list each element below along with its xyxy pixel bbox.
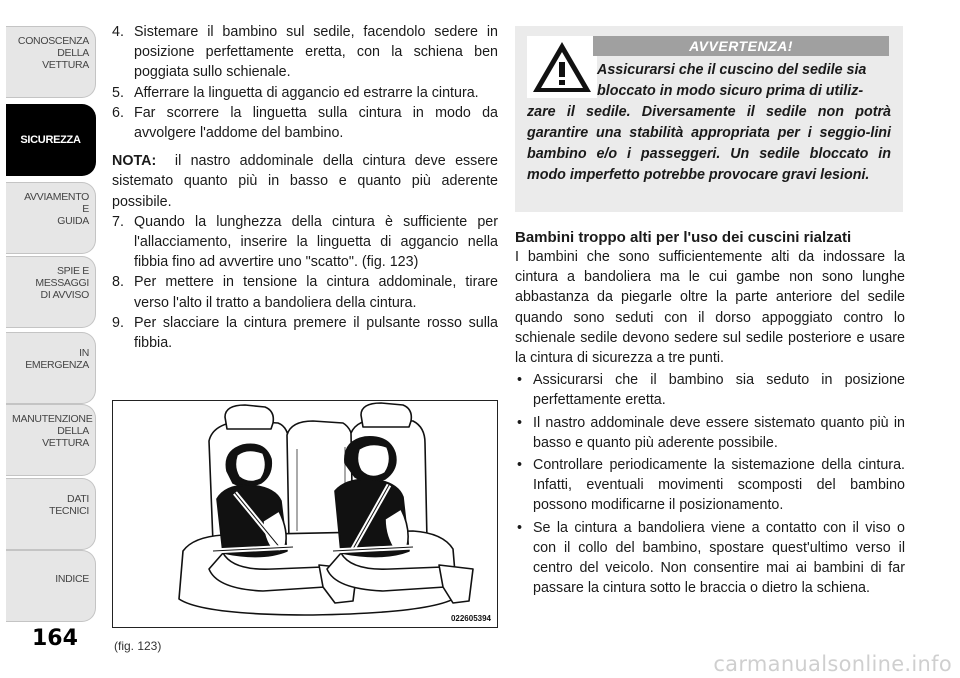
warning-text bbox=[527, 60, 891, 186]
tab-label-line: DI AVVISO bbox=[40, 289, 89, 301]
tab-spie-e-messaggi[interactable] bbox=[6, 256, 96, 328]
instruction-step bbox=[112, 212, 498, 273]
bullet-text: Il nastro addominale deve essere sistemato quanto più in basso e quanto più aderente possibile. bbox=[533, 414, 905, 451]
tab-in-emergenza[interactable] bbox=[6, 332, 96, 404]
tab-label-line: MANUTENZIONE bbox=[12, 413, 93, 425]
tab-label-line: VETTURA bbox=[42, 59, 89, 71]
bullet-marker: • bbox=[517, 519, 523, 536]
tab-label-line: DELLA bbox=[57, 425, 89, 437]
tab-manutenzione-della-vettura[interactable] bbox=[6, 404, 96, 476]
step-text: Per mettere in tensione la cintura addominale, tirare verso l'alto il tratto a bandoliera della cintura. bbox=[134, 274, 498, 311]
step-text: Quando la lunghezza della cintura è sufficiente per l'allacciamento, inserire la linguetta di aggancio nella fibbia fino ad avvertire uno "scatto". (fig. 123) bbox=[134, 213, 498, 271]
step-number: 4. bbox=[112, 24, 124, 40]
note-label: NOTA: bbox=[112, 153, 157, 170]
warning-line: zare il sedile. Diversamente il sedile non potrà garantire una stabilità appropriata per i seggio-lini bambino e/o i passeggeri. Un sedile bloccato in modo imperfetto potrebbe provocare gravi lesioni. bbox=[527, 104, 891, 183]
tab-label-line: DATI bbox=[67, 493, 89, 505]
watermark: carmanualsonline.info bbox=[713, 652, 952, 676]
step-number: 6. bbox=[112, 104, 124, 121]
bullet-marker: • bbox=[517, 457, 523, 474]
instruction-step bbox=[112, 83, 498, 103]
instruction-step bbox=[112, 272, 498, 312]
tab-label-line: SPIE E bbox=[56, 265, 89, 277]
step-number: 9. bbox=[112, 314, 124, 331]
tab-label-line: GUIDA bbox=[57, 215, 89, 227]
left-column bbox=[112, 22, 498, 353]
tab-indice[interactable] bbox=[6, 550, 96, 622]
tab-label-line: VETTURA bbox=[42, 437, 89, 449]
tab-label-line: CONOSCENZA bbox=[17, 35, 89, 47]
tab-label-line: E bbox=[82, 203, 89, 215]
bullet-text: Controllare periodicamente la sistemazione della cintura. Infatti, eventuali movimenti scomposti del bambino possono modificarne il posizionamento. bbox=[533, 457, 905, 514]
tab-label-line: IN bbox=[79, 347, 89, 359]
seatbelt-illustration bbox=[113, 401, 497, 627]
tab-sicurezza[interactable] bbox=[6, 104, 96, 176]
tab-label-line: DELLA bbox=[57, 47, 89, 59]
bullet-marker: • bbox=[517, 414, 523, 431]
instruction-step bbox=[112, 22, 498, 83]
figure-caption: (fig. 123) bbox=[114, 639, 162, 653]
note bbox=[112, 151, 498, 212]
tab-avviamento-e-guida[interactable] bbox=[6, 182, 96, 254]
step-number: 8. bbox=[112, 274, 124, 291]
step-text: Far scorrere la linguetta sulla cintura in modo da avvolgere l'addome del bambino. bbox=[134, 104, 498, 142]
instruction-step bbox=[112, 313, 498, 353]
instruction-step bbox=[112, 103, 498, 143]
bullet-text: Se la cintura a bandoliera viene a contatto con il viso o con il collo del bambino, spostare quest'ultimo verso il centro del veicolo. Non consentire mai ai bambini di far passare la cintura sotto le braccia o dietro la schiena. bbox=[533, 519, 905, 597]
tab-label-line: EMERGENZA bbox=[25, 359, 89, 371]
list-item bbox=[515, 455, 905, 516]
figure-child-seatbelt bbox=[112, 400, 498, 628]
tab-label-line: INDICE bbox=[55, 573, 89, 585]
chapter-sidebar bbox=[0, 0, 98, 620]
warning-line: Assicurarsi che il cuscino del sedile sia bbox=[597, 62, 867, 78]
figure-code: 022605394 bbox=[450, 614, 491, 623]
step-number: 5. bbox=[112, 84, 124, 101]
list-item bbox=[515, 370, 905, 410]
tab-label-line: MESSAGGI bbox=[35, 277, 89, 289]
right-column bbox=[515, 228, 905, 598]
tab-label-line: TECNICI bbox=[49, 505, 89, 517]
warning-box bbox=[515, 26, 903, 212]
tab-label-line: SICUREZZA bbox=[20, 134, 81, 146]
warning-title: AVVERTENZA! bbox=[593, 36, 889, 56]
section-paragraph: I bambini che sono sufficientemente alti da indossare la cintura a bandoliera ma le cui gambe non sono lunghe abbastanza da piegarle oltre la parte anteriore del sedile quando sono seduti con il dorso appoggiato contro lo schienale sedile devono sedere sul sedile posteriore e usare la cintura di sicurezza a tre punti. bbox=[515, 249, 905, 367]
step-text: Afferrare la linguetta di aggancio ed estrarre la cintura. bbox=[134, 84, 479, 101]
bullet-text: Assicurarsi che il bambino sia seduto in posizione perfettamente eretta. bbox=[533, 372, 905, 409]
step-text: Sistemare il bambino sul sedile, facendolo sedere in posizione perfettamente eretta, con la schiena ben poggiata sullo schienale. bbox=[134, 24, 498, 81]
section-title: Bambini troppo alti per l'uso dei cuscini rialzati bbox=[515, 229, 852, 246]
page-number: 164 bbox=[32, 626, 78, 651]
warning-line: bloccato in modo sicuro prima di utiliz- bbox=[597, 83, 864, 99]
step-number: 7. bbox=[112, 213, 124, 230]
tab-conoscenza-della-vettura[interactable] bbox=[6, 26, 96, 98]
bullet-marker: • bbox=[517, 372, 523, 389]
tab-dati-tecnici[interactable] bbox=[6, 478, 96, 550]
note-text: il nastro addominale della cintura deve essere sistemato quanto più in basso e quanto più aderente possibile. bbox=[112, 153, 498, 210]
tab-label-line: AVVIAMENTO bbox=[24, 191, 89, 203]
step-text: Per slacciare la cintura premere il pulsante rosso sulla fibbia. bbox=[134, 314, 498, 352]
list-item bbox=[515, 518, 905, 599]
list-item bbox=[515, 413, 905, 453]
